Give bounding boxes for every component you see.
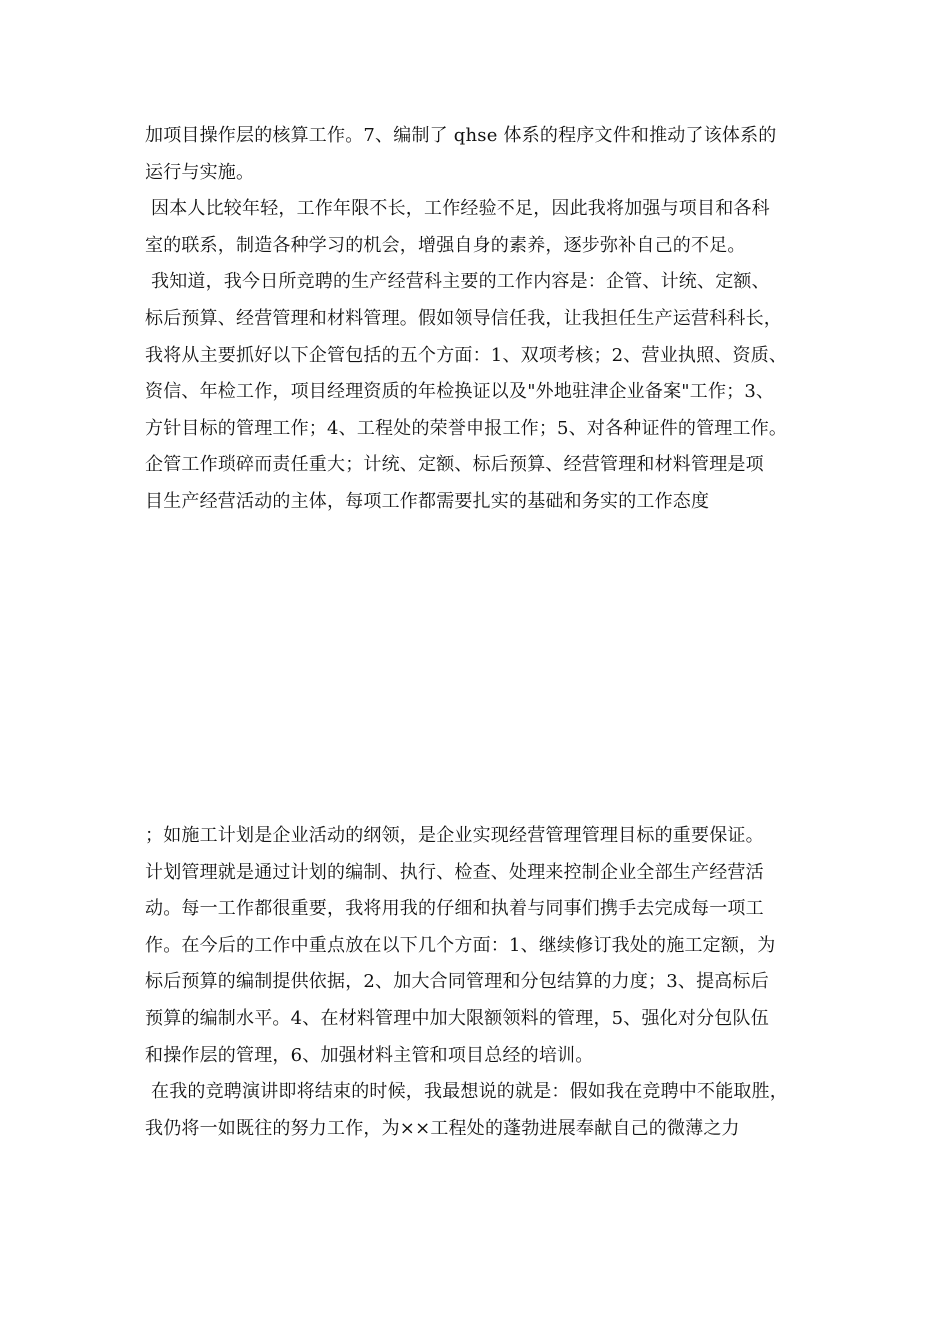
text-line: ；如施工计划是企业活动的纲领，是企业实现经营管理管理目标的重要保证。 bbox=[145, 825, 764, 846]
text-line: 方针目标的管理工作；4、工程处的荣誉申报工作；5、对各种证件的管理工作。 bbox=[145, 417, 788, 439]
text-line: 计划管理就是通过计划的编制、执行、检查、处理来控制企业全部生产经营活 bbox=[145, 861, 764, 883]
text-line: 目生产经营活动的主体，每项工作都需要扎实的基础和务实的工作态度 bbox=[145, 490, 710, 512]
text-line: 室的联系，制造各种学习的机会，增强自身的素养，逐步弥补自己的不足。 bbox=[145, 234, 746, 256]
text-line: 标后预算、经营管理和材料管理。假如领导信任我，让我担任生产运营科科长， bbox=[145, 307, 782, 329]
text-line: 我将从主要抓好以下企管包括的五个方面：1、双项考核；2、营业执照、资质、 bbox=[145, 344, 788, 366]
text-line: 企管工作琐碎而责任重大；计统、定额、标后预算、经营管理和材料管理是项 bbox=[145, 454, 764, 476]
text-line: 动。每一工作都很重要，我将用我的仔细和执着与同事们携手去完成每一项工 bbox=[145, 898, 764, 920]
text-line: 标后预算的编制提供依据，2、加大合同管理和分包结算的力度；3、提高标后 bbox=[145, 971, 769, 993]
text-block-1 bbox=[145, 118, 845, 521]
text-line: 我仍将一如既往的努力工作，为××工程处的蓬勃进展奉献自己的微薄之力 bbox=[145, 1117, 740, 1139]
paragraph-start-line: 在我的竞聘演讲即将结束的时候，我最想说的就是：假如我在竞聘中不能取胜， bbox=[151, 1081, 788, 1103]
text-line: 作。在今后的工作中重点放在以下几个方面：1、继续修订我处的施工定额，为 bbox=[145, 934, 776, 956]
paragraph-start-line: 因本人比较年轻，工作年限不长，工作经验不足，因此我将加强与项目和各科 bbox=[151, 198, 770, 220]
paragraph-start-line: 我知道，我今日所竞聘的生产经营科主要的工作内容是：企管、计统、定额、 bbox=[151, 271, 770, 293]
text-line: 资信、年检工作，项目经理资质的年检换证以及"外地驻津企业备案"工作；3、 bbox=[145, 381, 775, 403]
text-line: 和操作层的管理，6、加强材料主管和项目总经的培训。 bbox=[145, 1044, 594, 1066]
text-block-2 bbox=[145, 818, 845, 1147]
text-line: 运行与实施。 bbox=[145, 161, 255, 183]
text-line: 加项目操作层的核算工作。7、编制了 qhse 体系的程序文件和推动了该体系的 bbox=[145, 125, 777, 146]
text-line: 预算的编制水平。4、在材料管理中加大限额领料的管理，5、强化对分包队伍 bbox=[145, 1007, 769, 1029]
